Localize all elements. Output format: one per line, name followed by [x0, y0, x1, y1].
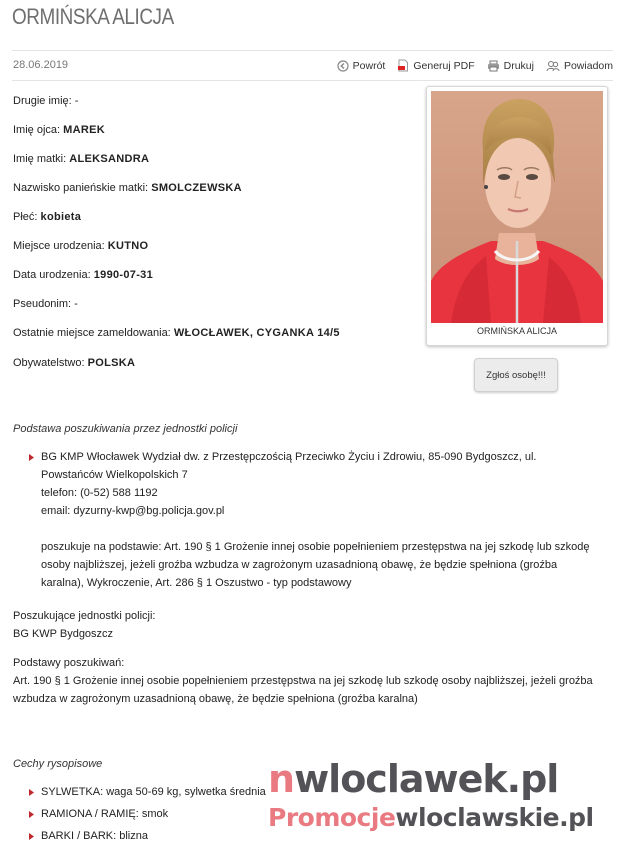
promo-watermark: [268, 803, 594, 832]
page-title: ORMIŃSKA ALICJA: [12, 4, 174, 29]
mother-maiden-name-label: Nazwisko panieńskie matki:: [13, 182, 149, 194]
publish-date: 28.06.2019: [13, 59, 69, 71]
pdf-icon: [397, 59, 409, 72]
basis-heading: Podstawa poszukiwania przez jednostki policji: [13, 423, 238, 435]
person-photo[interactable]: [431, 91, 603, 323]
mother-name-label: Imię matki:: [13, 153, 67, 165]
mother-maiden-name-value: SMOLCZEWSKA: [151, 182, 242, 194]
police-unit-phone: telefon: (0-52) 588 1192: [41, 487, 158, 499]
sex-label: Płeć:: [13, 211, 38, 223]
second-name-row: [13, 95, 78, 107]
father-name-label: Imię ojca:: [13, 124, 61, 136]
toolbar: [337, 59, 613, 72]
grounds-line2: wzbudza w zagrożonym uzasadnioną obawę, że będzie spełniona (groźba karalna): [13, 693, 418, 705]
feature-item: BARKI / BARK: blizna: [41, 830, 148, 842]
generate-pdf-button[interactable]: [397, 59, 474, 72]
bullet-arrow-icon: [28, 789, 35, 796]
birthdate-label: Data urodzenia:: [13, 269, 91, 281]
police-unit-line2: Powstańców Wielkopolskich 7: [41, 469, 188, 481]
watermark-domain: wloclawek.pl: [294, 757, 559, 801]
father-name-row: [13, 124, 105, 136]
father-name-value: MAREK: [63, 124, 105, 136]
report-person-button[interactable]: Zgłoś osobę!!!: [474, 358, 558, 392]
birthdate-value: 1990-07-31: [93, 269, 154, 281]
toolbar-divider: [12, 80, 613, 81]
address-row: [13, 327, 340, 339]
watermark-promocje: Promocje: [268, 803, 396, 832]
citizenship-value: POLSKA: [87, 357, 136, 369]
site-watermark: [268, 757, 558, 801]
bullet-arrow-icon: [28, 811, 35, 818]
notify-label: Powiadom: [563, 59, 613, 72]
sex-row: [13, 211, 81, 223]
birthplace-row: [13, 240, 148, 252]
header-divider: [12, 50, 613, 51]
wanted-basis-line3: karalna), Wykroczenie, Art. 286 § 1 Oszustwo - typ podstawowy: [41, 577, 352, 589]
police-unit-line1: BG KMP Włocławek Wydział dw. z Przestępczością Przeciwko Życiu i Zdrowiu, 85-090 Bydgoszcz, ul.: [41, 451, 537, 463]
mother-name-row: [13, 153, 149, 165]
citizenship-row: [13, 357, 135, 369]
photo-caption: ORMIŃSKA ALICJA: [476, 326, 558, 336]
nickname-value: -: [74, 298, 78, 310]
watermark-promo-domain: wloclawskie.pl: [395, 803, 594, 832]
feature-item: SYLWETKA: waga 50-69 kg, sylwetka średnia: [41, 786, 266, 798]
bullet-arrow-icon: [28, 454, 35, 461]
searching-units-label: Poszukujące jednostki policji:: [13, 610, 156, 622]
birthplace-value: KUTNO: [107, 240, 149, 252]
address-value: WŁOCŁAWEK, CYGANKA 14/5: [173, 327, 340, 339]
bullet-arrow-icon: [28, 833, 35, 840]
mother-name-value: ALEKSANDRA: [69, 153, 150, 165]
print-label: Drukuj: [503, 59, 534, 72]
back-label: Powrót: [352, 59, 386, 72]
printer-icon: [487, 60, 500, 72]
users-icon: [546, 60, 560, 72]
back-arrow-icon: [337, 60, 349, 72]
wanted-basis-line2: osoby najbliższej, jeżeli groźba wzbudza w zagrożonym uzasadnioną obawę, że będzie spełniona (groźba: [41, 559, 558, 571]
feature-item: RAMIONA / RAMIĘ: smok: [41, 808, 169, 820]
mother-maiden-name-row: [13, 182, 242, 194]
address-label: Ostatnie miejsce zameldowania:: [13, 327, 171, 339]
print-button[interactable]: [487, 59, 534, 72]
nickname-row: [13, 298, 78, 310]
features-heading: Cechy rysopisowe: [13, 758, 103, 770]
nickname-label: Pseudonim:: [13, 298, 72, 310]
second-name-label: Drugie imię:: [13, 95, 72, 107]
notify-button[interactable]: [546, 59, 613, 72]
birthdate-row: [13, 269, 153, 281]
second-name-value: -: [74, 95, 79, 107]
birthplace-label: Miejsce urodzenia:: [13, 240, 105, 252]
watermark-n: n: [268, 757, 295, 801]
grounds-line1: Art. 190 § 1 Grożenie innej osobie popełnieniem przestępstwa na jej szkodę lub szkodę osoby najbliższej, jeżeli groźba: [13, 675, 593, 687]
back-button[interactable]: [337, 59, 386, 72]
portrait-image: [431, 91, 603, 323]
grounds-label: Podstawy poszukiwań:: [13, 657, 125, 669]
searching-units-value: BG KWP Bydgoszcz: [13, 628, 114, 640]
police-unit-email: email: dyzurny-kwp@bg.policja.gov.pl: [41, 505, 225, 517]
sex-value: kobieta: [40, 211, 82, 223]
wanted-basis-line1: poszukuje na podstawie: Art. 190 § 1 Grożenie innej osobie popełnieniem przestępstwa na jej szkodę lub szkodę: [41, 541, 590, 553]
photo-card: [426, 86, 608, 346]
citizenship-label: Obywatelstwo:: [13, 357, 85, 369]
pdf-label: Generuj PDF: [413, 59, 475, 72]
